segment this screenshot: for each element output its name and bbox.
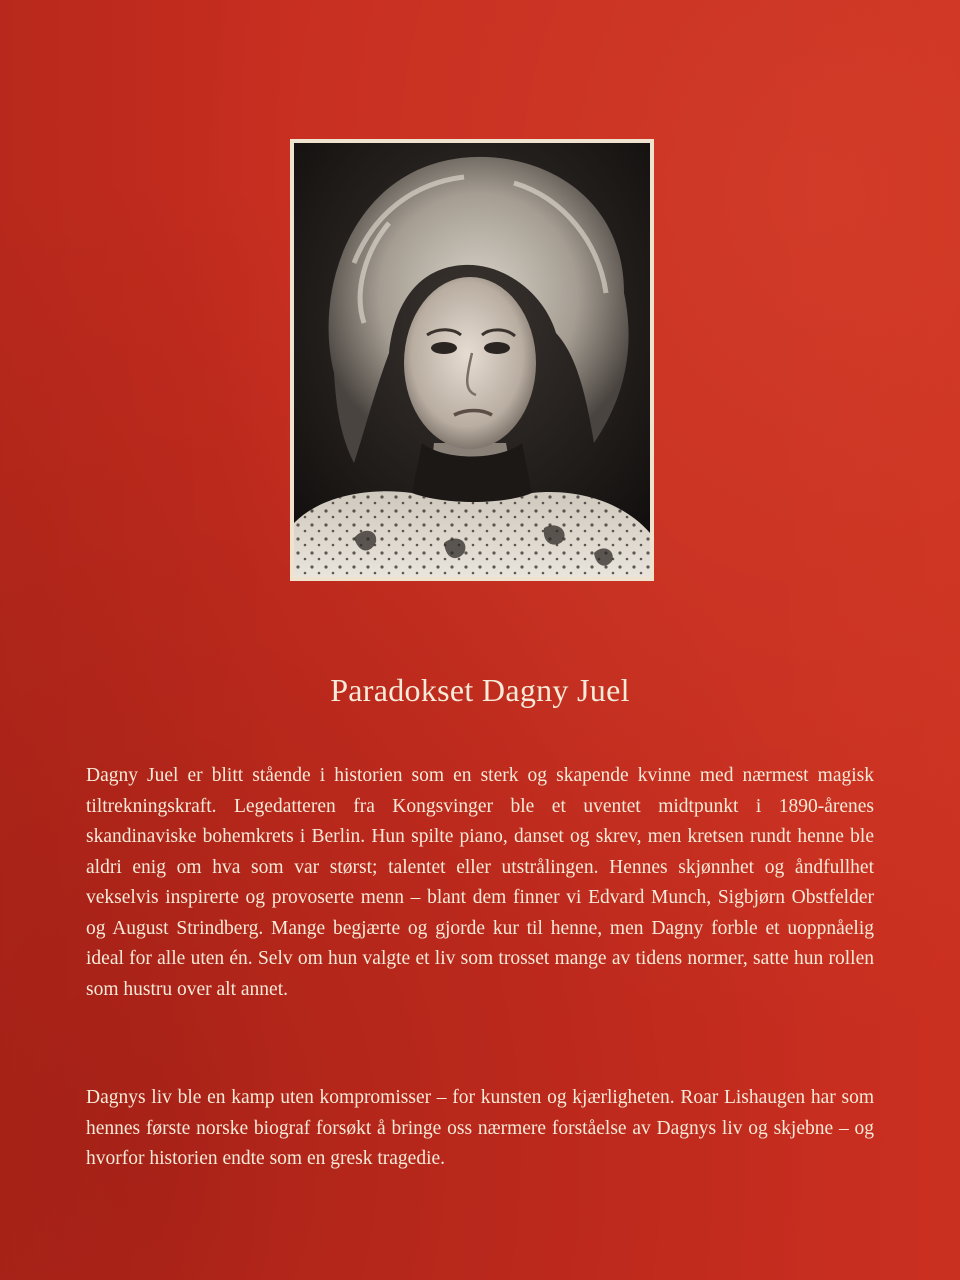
description-paragraph-2: Dagnys liv ble en kamp uten kompromisser – for kunsten og kjærligheten. Roar Lishaugen har som hennes første norske biograf forsøkt å bringe oss nærmere forståelse av Dagnys liv og skjebne – og hvorfor historien endte som en gresk tragedie. xyxy=(86,1087,874,1169)
description-paragraph-1: Dagny Juel er blitt stående i historien som en sterk og skapende kvinne med nærmest magisk tiltrekningskraft. Legedatteren fra Kongsvinger ble et uventet midtpunkt i 1890-årenes skandinaviske bohemkrets i Berlin. Hun spilte piano, danset og skrev, men kretsen rundt henne ble aldri enig om hva som var størst; talentet eller utstrålingen. Hennes skjønnhet og åndfullhet vekselvis inspirerte og provoserte menn – blant dem finner vi Edvard Munch, Sigbjørn Obstfelder og August Strindberg. Mange begjærte og gjorde kur til henne, men Dagny forble et uoppnåelig ideal for alle uten én. Selv om hun valgte et liv som trosset mange av tidens normer, satte hun rollen som hustru over alt annet. xyxy=(86,765,874,1000)
book-title: Paradokset Dagny Juel xyxy=(330,672,630,708)
portrait-photo xyxy=(290,139,654,581)
portrait-image xyxy=(294,143,650,577)
